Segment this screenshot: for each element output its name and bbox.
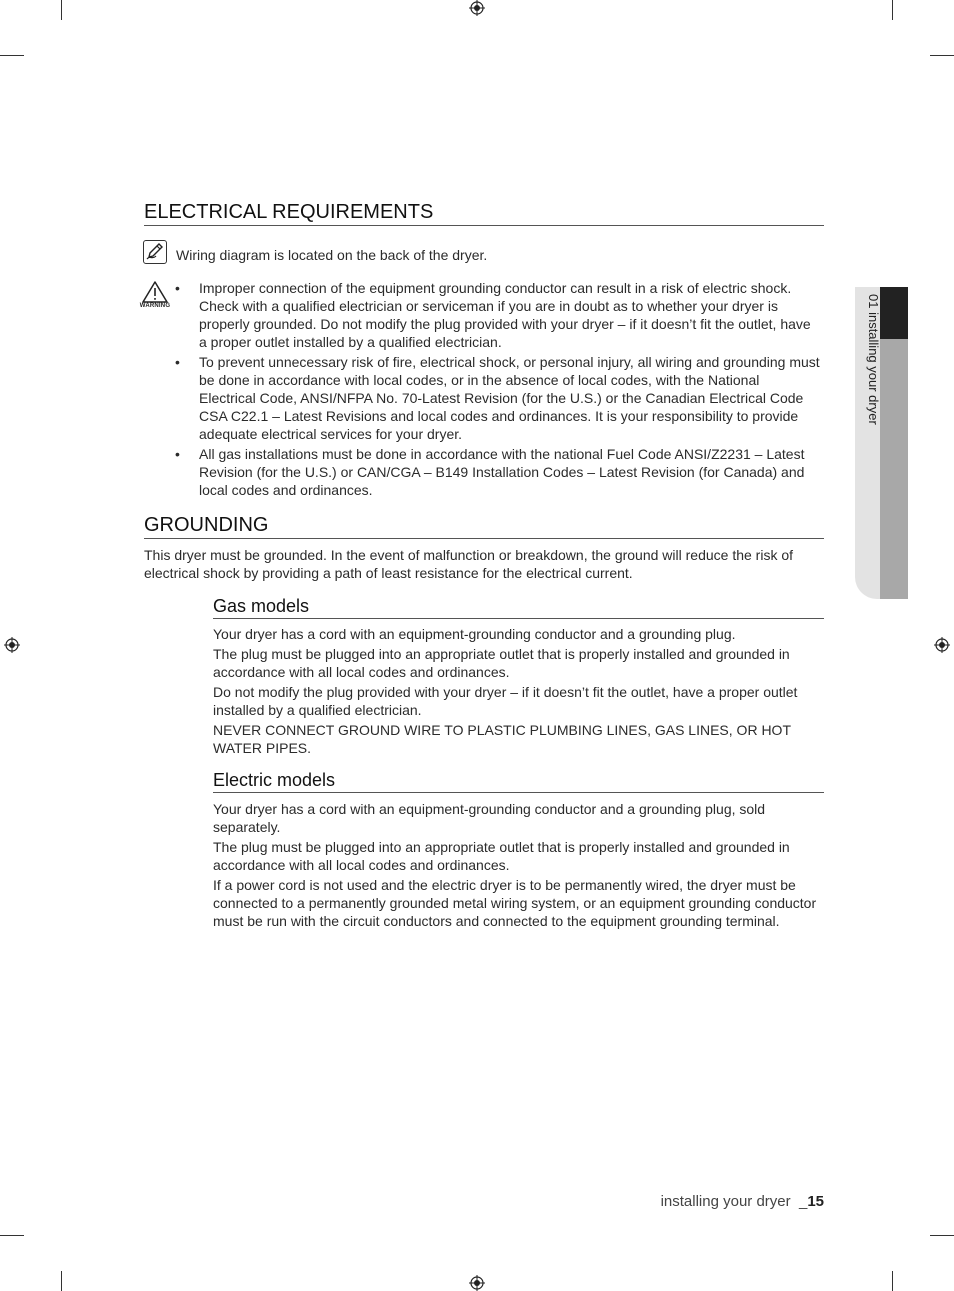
electrical-requirements-heading: ELECTRICAL REQUIREMENTS xyxy=(144,200,824,226)
paragraph: Do not modify the plug provided with your dryer – if it doesn’t fit the outlet, have a proper outlet installed by a qualified electrician. xyxy=(213,684,798,718)
page-footer xyxy=(661,1193,824,1210)
list-item: • All gas installations must be done in accordance with the national Fuel Code ANSI/Z2231 – Latest Revision (for the U.S.) or CAN/CGA – B149 Installation Codes – Latest Revision (for Canada) and local codes and ordinances. xyxy=(175,446,805,498)
crop-mark xyxy=(892,0,893,20)
paragraph: Your dryer has a cord with an equipment-grounding conductor and a grounding plug. xyxy=(213,626,736,642)
registration-mark-icon xyxy=(934,637,950,653)
crop-mark xyxy=(61,0,62,20)
note-text: Wiring diagram is located on the back of the dryer. xyxy=(176,247,488,263)
paragraph: The plug must be plugged into an appropriate outlet that is properly installed and grounded in accordance with all local codes and ordinances. xyxy=(213,839,790,873)
crop-mark xyxy=(930,55,954,56)
chapter-side-label: 01 installing your dryer xyxy=(866,294,881,425)
registration-mark-icon xyxy=(469,0,485,16)
crop-mark xyxy=(0,55,24,56)
page-number: 15 xyxy=(807,1193,824,1210)
warning-label: WARNING xyxy=(139,303,171,309)
crop-mark xyxy=(0,1235,24,1236)
footer-separator: _ xyxy=(798,1193,808,1210)
crop-mark xyxy=(892,1271,893,1291)
crop-mark xyxy=(61,1271,62,1291)
paragraph: NEVER CONNECT GROUND WIRE TO PLASTIC PLUMBING LINES, GAS LINES, OR HOT WATER PIPES. xyxy=(213,722,791,756)
gas-models-body xyxy=(213,625,819,759)
paragraph: If a power cord is not used and the electric dryer is to be permanently wired, the dryer must be connected to a permanently grounded metal wiring system, or an equipment grounding conductor must be run with the circuit conductors and connected to the equipment grounding terminal. xyxy=(213,877,817,929)
note-pencil-icon xyxy=(143,240,167,264)
gas-models-heading: Gas models xyxy=(213,595,824,619)
warning-bullet-list xyxy=(175,279,820,501)
paragraph: Your dryer has a cord with an equipment-grounding conductor and a grounding plug, sold separately. xyxy=(213,801,766,835)
registration-mark-icon xyxy=(4,637,20,653)
list-item: • Improper connection of the equipment grounding conductor can result in a risk of electric shock. Check with a qualified electrician or serviceman if you are in doubt as to whether your dryer is properly grounded. Do not modify the plug provided with your dryer – if it doesn’t fit the outlet, have a proper outlet installed by a qualified electrician. xyxy=(175,280,811,350)
list-item: • To prevent unnecessary risk of fire, electrical shock, or personal injury, all wiring and grounding must be done in accordance with local codes, or in the absence of local codes, with the National Electrical Code, ANSI/NFPA No. 70-Latest Revision (for the U.S.) or the Canadian Electrical Code CSA C22.1 – Latest Revisions and local codes and ordinances. It is your responsibility to provide adequate electrical services for your dryer. xyxy=(175,354,820,442)
warning-icon xyxy=(138,280,172,314)
grounding-intro: This dryer must be grounded. In the event of malfunction or breakdown, the ground will reduce the risk of electrical shock by providing a path of least resistance for the electrical current. xyxy=(144,547,794,581)
electric-models-body xyxy=(213,800,819,932)
chapter-tab-marker xyxy=(880,287,908,339)
electric-models-heading: Electric models xyxy=(213,769,824,793)
paragraph: The plug must be plugged into an appropriate outlet that is properly installed and grounded in accordance with all local codes and ordinances. xyxy=(213,646,790,680)
footer-text: installing your dryer xyxy=(660,1193,791,1210)
registration-mark-icon xyxy=(469,1275,485,1291)
chapter-tab-bar xyxy=(880,339,908,599)
grounding-heading: GROUNDING xyxy=(144,513,824,539)
crop-mark xyxy=(930,1235,954,1236)
